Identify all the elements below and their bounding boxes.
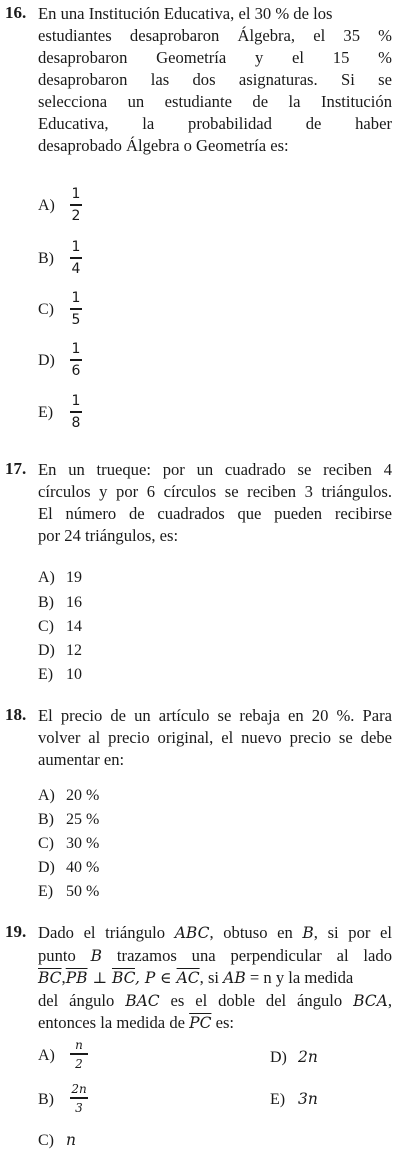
option-value: 25 % <box>66 811 100 828</box>
stem-line: $\overline{BC},\overline{PB}$ ⊥ $\overline{BC}$, P ∈ $\overline{AC}$, si AB = n y la medida <box>38 968 354 987</box>
option-value: 3n <box>298 1090 318 1108</box>
segment-ac: $\overline{AC}$ <box>176 969 200 987</box>
option-label: D) <box>270 1049 287 1066</box>
question-stem <box>38 705 392 771</box>
option-c[interactable] <box>38 1129 76 1152</box>
stem-line: por 24 triángulos, es: <box>38 526 179 545</box>
option-d[interactable] <box>38 640 82 662</box>
stem-line: El número de cuadrados que pueden recibirse <box>38 504 392 523</box>
stem-line: volver al precio original, el nuevo precio se debe <box>38 728 392 747</box>
option-label: B) <box>38 1091 54 1108</box>
option-label: C) <box>38 1132 54 1149</box>
option-value: 2n <box>298 1048 318 1066</box>
option-label: E) <box>38 404 54 421</box>
stem-line: círculos y por 6 círculos se reciben 3 triángulos. <box>38 482 392 501</box>
option-label: E) <box>270 1091 286 1108</box>
option-label: D) <box>38 642 55 659</box>
question-number: 17. <box>5 459 27 478</box>
stem-line: punto B trazamos una perpendicular al lado <box>38 945 392 965</box>
option-label: A) <box>38 1047 55 1064</box>
segment-pc: $\overline{PC}$ <box>189 1014 212 1032</box>
option-value: 14 <box>66 618 82 635</box>
option-value: 19 <box>66 569 82 586</box>
option-label: B) <box>38 811 54 828</box>
question-stem <box>38 922 392 1035</box>
stem-line: entonces la medida de $\overline{PC}$ es: <box>38 1013 235 1032</box>
question-number: 16. <box>5 3 27 22</box>
option-value: 10 <box>66 666 82 683</box>
stem-line: El precio de un artículo se rebaja en 20 %. Para <box>38 706 392 725</box>
triangle-abc: ABC <box>174 924 210 942</box>
fraction: 1 4 <box>71 239 81 277</box>
question-number: 19. <box>5 922 27 941</box>
stem-line: Educativa, la probabilidad de haber <box>38 114 392 133</box>
option-value: 12 <box>66 642 82 659</box>
option-label: A) <box>38 197 55 214</box>
option-label: B) <box>38 250 54 267</box>
stem-line: estudiantes desaprobaron Álgebra, el 35 % <box>38 26 392 45</box>
stem-line: desaprobaron las dos asignaturas. Si se <box>38 70 392 89</box>
option-e[interactable] <box>38 881 99 903</box>
fraction: 1 5 <box>71 290 81 328</box>
option-label: E) <box>38 883 54 900</box>
option-d[interactable] <box>38 857 99 879</box>
fraction: 2n 3 <box>71 1082 87 1115</box>
option-label: D) <box>38 352 55 369</box>
option-b[interactable] <box>38 809 99 831</box>
option-value: 50 % <box>66 883 100 900</box>
fraction: 1 8 <box>71 393 81 431</box>
option-value: 30 % <box>66 835 100 852</box>
question-stem <box>38 3 392 157</box>
stem-line: desaprobaron Geometría y el 15 % <box>38 48 392 67</box>
option-label: E) <box>38 666 54 683</box>
question-number: 18. <box>5 705 27 724</box>
option-c[interactable] <box>38 616 82 638</box>
option-a[interactable] <box>38 785 99 807</box>
option-value: 16 <box>66 594 82 611</box>
fraction: 1 2 <box>71 186 81 224</box>
option-e[interactable] <box>38 664 82 686</box>
option-value: n <box>66 1131 76 1149</box>
option-value: 20 % <box>66 787 100 804</box>
stem-line: En un trueque: por un cuadrado se reciben 4 <box>38 460 392 479</box>
stem-line: En una Institución Educativa, el 30 % de los <box>38 4 333 23</box>
segment-pb: $\overline{PB}$ <box>65 969 88 987</box>
option-value: 40 % <box>66 859 100 876</box>
option-c[interactable] <box>38 833 99 855</box>
question-stem <box>38 459 392 547</box>
option-d[interactable] <box>270 1046 318 1069</box>
stem-line: Dado el triángulo ABC, obtuso en B, si por el <box>38 923 392 942</box>
option-b[interactable] <box>38 592 82 614</box>
stem-line: del ángulo BAC es el doble del ángulo BCA, <box>38 990 392 1010</box>
fraction: 1 6 <box>71 341 81 379</box>
option-e[interactable] <box>270 1088 318 1111</box>
stem-line: selecciona un estudiante de la Institución <box>38 92 392 111</box>
segment-bc: $\overline{BC}$ <box>38 969 62 987</box>
option-label: C) <box>38 618 54 635</box>
option-a[interactable] <box>38 567 82 589</box>
option-label: C) <box>38 835 54 852</box>
option-label: A) <box>38 569 55 586</box>
stem-line: aumentar en: <box>38 750 125 769</box>
fraction: n 2 <box>68 1038 90 1071</box>
option-label: B) <box>38 594 54 611</box>
option-label: A) <box>38 787 55 804</box>
option-label: C) <box>38 301 54 318</box>
stem-line: desaprobado Álgebra o Geometría es: <box>38 136 289 155</box>
option-label: D) <box>38 859 55 876</box>
